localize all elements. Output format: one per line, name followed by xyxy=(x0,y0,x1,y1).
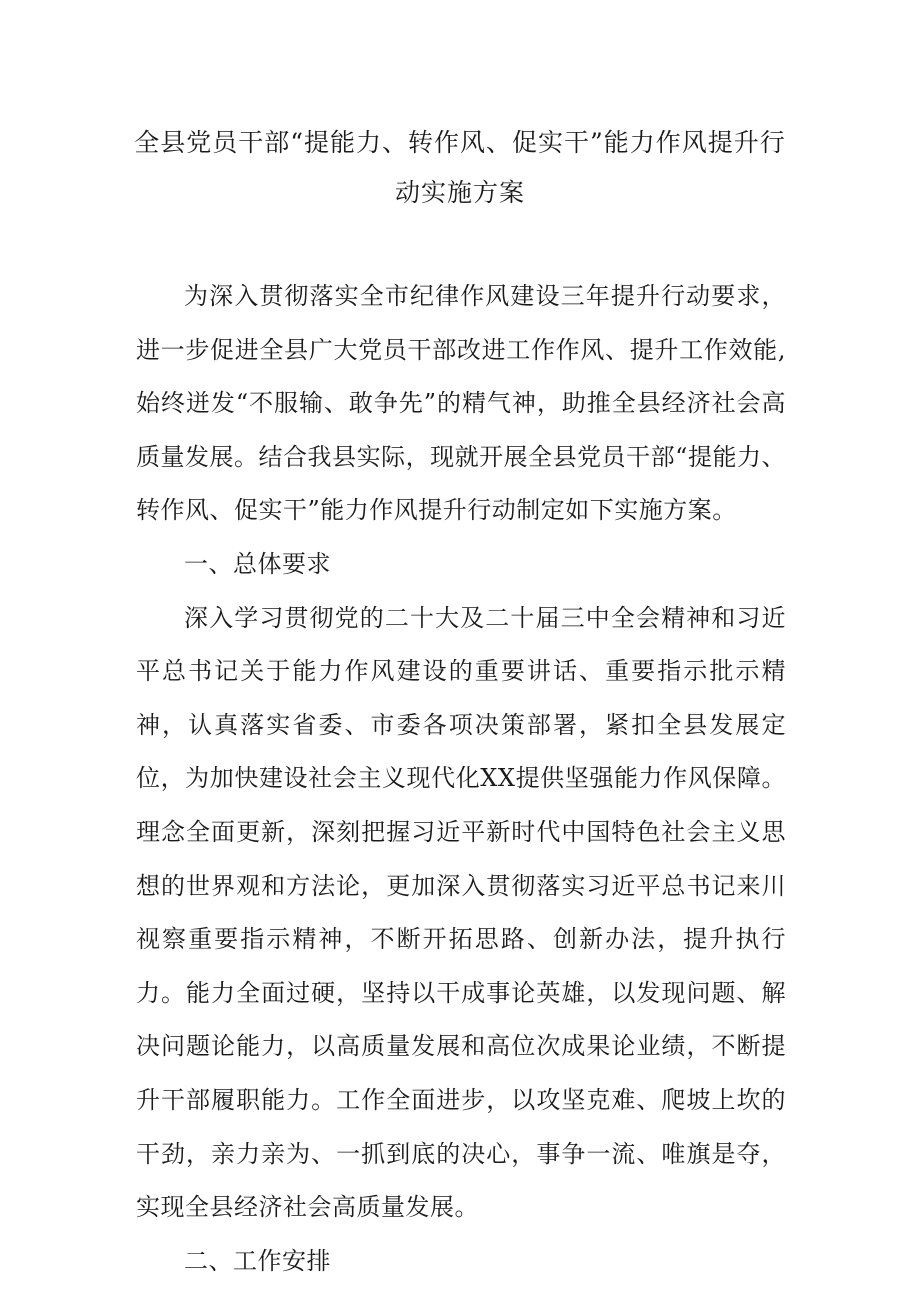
intro-paragraph: 为深入贯彻落实全市纪律作风建设三年提升行动要求，进一步促进全县广大党员干部改进工作作风、提升工作效能,始终迸发“不服输、敢争先”的精气神，助推全县经济社会高质量发展。结合我县实际，现就开展全县党员干部“提能力、转作风、促实干”能力作风提升行动制定如下实施方案。 xyxy=(136,282,786,525)
title-line-1: 全县党员干部“提能力、转作风、促实干”能力作风提升行 xyxy=(134,128,786,157)
document-body xyxy=(136,270,786,1288)
section-heading-overall-requirements: 一、总体要求 xyxy=(184,549,331,578)
title-line-2: 动实施方案 xyxy=(394,178,525,207)
document-title xyxy=(120,118,800,218)
overall-requirements-paragraph: 深入学习贯彻党的二十大及二十届三中全会精神和习近平总书记关于能力作风建设的重要讲话、重要指示批示精神，认真落实省委、市委各项决策部署，紧扣全县发展定位，为加快建设社会主义现代化XX提供坚强能力作风保障。理念全面更新，深刻把握习近平新时代中国特色社会主义思想的世界观和方法论，更加深入贯彻落实习近平总书记来川视察重要指示精神，不断开拓思路、创新办法，提升执行力。能力全面过硬，坚持以干成事论英雄，以发现问题、解决问题论能力，以高质量发展和高位次成果论业绩，不断提升干部履职能力。工作全面进步，以攻坚克难、爬坡上坎的干劲，亲力亲为、一抓到底的决心，事争一流、唯旗是夺，实现全县经济社会高质量发展。 xyxy=(136,603,786,1222)
section-heading-work-arrangement: 二、工作安排 xyxy=(184,1246,331,1275)
